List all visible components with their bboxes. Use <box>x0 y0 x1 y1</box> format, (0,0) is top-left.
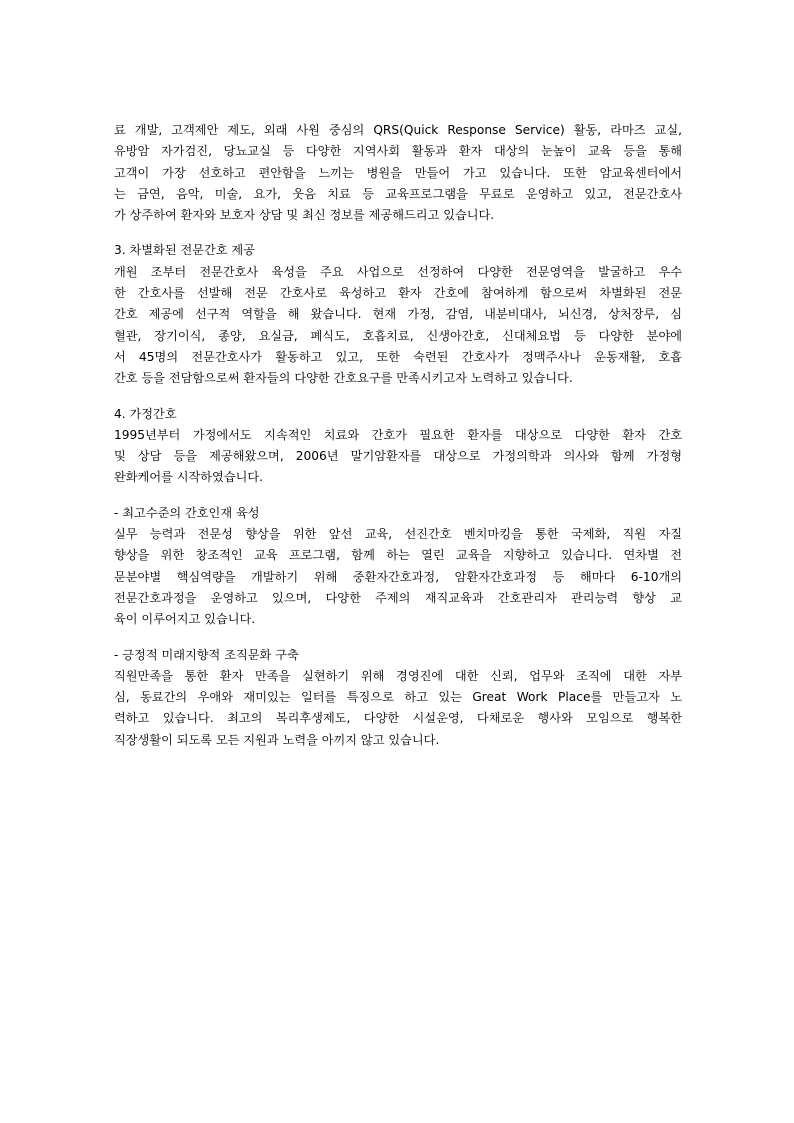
text-line: 1995년부터 가정에서도 지속적인 치료와 간호가 필요한 환자를 대상으로 다양한 환자 간호 <box>114 427 682 442</box>
text-line: 는 금연, 음악, 미술, 요가, 웃음 치료 등 교육프로그램을 무료로 운영하고 있고, 전문간호사 <box>114 186 682 201</box>
text-line: 서 45명의 전문간호사가 활동하고 있고, 또한 숙련된 간호사가 정맥주사나 운동재활, 호흡 <box>114 349 682 364</box>
paragraph-talent-development <box>114 524 682 630</box>
section-patient-education <box>114 120 682 226</box>
text-line: 직원만족을 통한 환자 만족을 실현하기 위해 경영진에 대한 신뢰, 업무와 조직에 대한 자부 <box>114 668 682 683</box>
text-line: 육이 이루어지고 있습니다. <box>114 612 256 627</box>
paragraph-organizational-culture <box>114 666 682 751</box>
text-line: 고객이 가장 선호하고 편안함을 느끼는 병원을 만들어 가고 있습니다. 또한 암교육센터에서 <box>114 165 682 180</box>
section-heading-talent-development: - 최고수준의 간호인재 육성 <box>114 505 260 520</box>
text-line: 및 상담 등을 제공해왔으며, 2006년 말기암환자를 대상으로 가정의학과 의사와 함께 가정형 <box>114 449 682 464</box>
text-line: 개원 조부터 전문간호사 육성을 주요 사업으로 선정하여 다양한 전문영역을 발굴하고 우수 <box>114 264 682 279</box>
text-line: 가 상주하여 환자와 보호자 상담 및 최신 정보를 제공해드리고 있습니다. <box>114 208 495 223</box>
text-line: 심, 동료간의 우애와 재미있는 일터를 특징으로 하고 있는 Great Work Place를 만들고자 노 <box>114 690 682 705</box>
text-line: 문분야별 핵심역량을 개발하기 위해 중환자간호과정, 암환자간호과정 등 해마다 6-10개의 <box>114 569 682 584</box>
section-organizational-culture <box>114 645 682 751</box>
paragraph-specialized-nursing <box>114 262 682 390</box>
section-heading-specialized-nursing: 3. 차별화된 전문간호 제공 <box>114 243 255 258</box>
section-specialized-nursing <box>114 240 682 389</box>
section-heading-organizational-culture: - 긍정적 미래지향적 조직문화 구축 <box>114 647 299 662</box>
paragraph-home-care <box>114 425 682 489</box>
section-home-care <box>114 404 682 489</box>
text-line: 전문간호과정을 운영하고 있으며, 다양한 주제의 재직교육과 간호관리자 관리능력 향상 교 <box>114 590 682 605</box>
text-line: 실무 능력과 전문성 향상을 위한 앞선 교육, 선진간호 벤치마킹을 통한 국제화, 직원 자질 <box>114 527 682 542</box>
text-line: 직장생활이 되도록 모든 지원과 노력을 아끼지 않고 있습니다. <box>114 732 440 747</box>
section-heading-home-care: 4. 가정간호 <box>114 406 177 421</box>
text-line: 한 간호사를 선발해 전문 간호사로 육성하고 환자 간호에 참여하게 함으로써 차별화된 전문 <box>114 286 682 301</box>
text-line: 완화케어를 시작하였습니다. <box>114 470 264 485</box>
text-line: 유방암 자가검진, 당뇨교실 등 다양한 지역사회 활동과 환자 대상의 눈높이 교육 등을 통해 <box>114 144 682 159</box>
text-line: 간호 제공에 선구적 역할을 해 왔습니다. 현재 가정, 감염, 내분비대사, 뇌신경, 상처장루, 심 <box>114 307 682 322</box>
text-line: 료 개발, 고객제안 제도, 외래 사원 중심의 QRS(Quick Response Service) 활동, 라마즈 교실, <box>114 123 682 137</box>
text-line: 력하고 있습니다. 최고의 복리후생제도, 다양한 시설운영, 다채로운 행사와 모임으로 행복한 <box>114 711 682 726</box>
text-line: 향상을 위한 창조적인 교육 프로그램, 함께 하는 열린 교육을 지향하고 있습니다. 연차별 전 <box>114 548 682 563</box>
text-line: 간호 등을 전담함으로써 환자들의 다양한 간호요구를 만족시키고자 노력하고 있습니다. <box>114 371 573 386</box>
section-talent-development <box>114 503 682 631</box>
paragraph-patient-education <box>114 120 682 226</box>
text-line: 혈관, 장기이식, 종양, 요실금, 폐식도, 호흡치료, 신생아간호, 신대체요법 등 다양한 분야에 <box>114 328 682 343</box>
document-page <box>114 120 682 765</box>
